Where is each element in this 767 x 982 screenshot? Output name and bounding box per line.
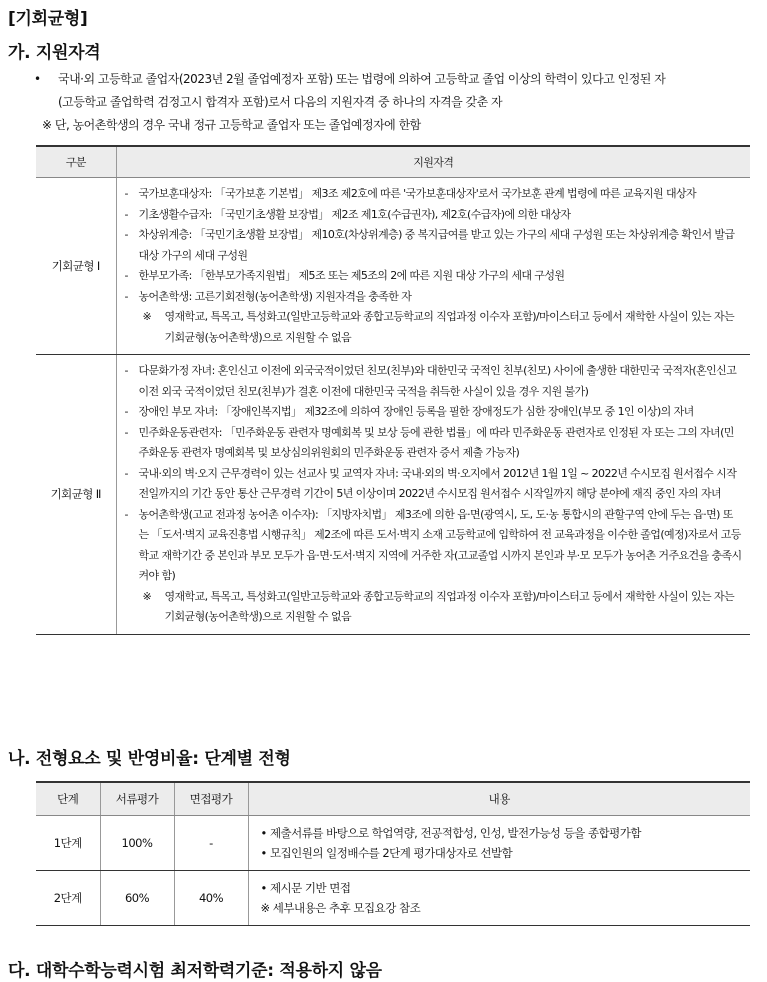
content-line: ※ 세부내용은 추후 모집요강 참조 — [260, 901, 421, 915]
header-interview-eval: 면접평가 — [174, 782, 248, 816]
category-type1: 기회균형 Ⅰ — [36, 178, 116, 355]
list-item: - 기초생활수급자: 「국민기초생활 보장법」 제2조 제1호(수급권자), 제2호(수급자)에 의한 대상자 — [124, 207, 571, 221]
intro-continuation — [28, 91, 758, 114]
interview-eval-cell: - — [174, 816, 248, 871]
document-title: [기회균형] — [8, 9, 88, 29]
eligibility-intro — [28, 68, 758, 137]
header-qualification: 지원자격 — [116, 146, 750, 178]
note-mark-icon: ※ — [142, 589, 152, 603]
intro-line-1: 국내·외 고등학교 졸업자(2023년 2월 졸업예정자 포함) 또는 법령에 의하여 고등학교 졸업 이상의 학력이 있다고 인정된 자 — [58, 72, 666, 86]
type1-note: ※ 영재학교, 특목고, 특성화고(일반고등학교와 종합고등학교의 직업과정 이수자 포함)/마이스터고 등에서 재학한 사실이 있는 자는 기회균형(농어촌학생)으로 지원할 수 없음 — [125, 307, 743, 348]
table-row — [36, 871, 750, 926]
interview-eval-cell: 40% — [174, 871, 248, 926]
category-type2: 기회균형 Ⅱ — [36, 355, 116, 635]
content-cell — [248, 871, 750, 926]
note-mark-icon: ※ — [142, 310, 152, 323]
list-item: - 다문화가정 자녀: 혼인신고 이전에 외국국적이었던 친모(친부)와 대한민국 국적인 친부(친모) 사이에 출생한 대한민국 국적자(혼인신고 이전 외국 국적이었던 친모(친부)가 결혼 이전에 대한민국 국적을 취득한 사실이 있을 경우 지원 불가) — [124, 364, 737, 398]
list-item: - 장애인 부모 자녀: 「장애인복지법」 제32조에 의하여 장애인 등록을 필한 장애정도가 심한 장애인(부모 중 1인 이상)의 자녀 — [124, 405, 694, 418]
steps-table-header — [36, 782, 750, 816]
content-line: • 제시문 기반 면접 — [260, 881, 351, 895]
stage-cell: 2단계 — [36, 871, 100, 926]
header-doc-eval: 서류평가 — [100, 782, 174, 816]
qualification-type2 — [116, 355, 750, 635]
section-c-heading: 다. 대학수학능력시험 최저학력기준: 적용하지 않음 — [8, 961, 382, 981]
section-b-heading: 나. 전형요소 및 반영비율: 단계별 전형 — [8, 749, 291, 769]
list-item: - 농어촌학생(고교 전과정 농어촌 이수자): 「지방자치법」 제3조에 의한 읍·면(광역시, 도, 도·농 통합시의 관할구역 안에 두는 읍·면) 또는 「도서·벽지 교육진흥법 시행규칙」 제2조에 따른 도서·벽지 소재 고등학교에 입학하여 전 교육과정을 이수한 졸업(예정)자로서 고등학교 재학기간 중 본인과 부모 모두가 읍·면·도서·벽지 지역에 거주한 자(고교졸업 시까지 본인과 부·모 모두가 농어촌 거주요건을 충족시켜야 함) — [124, 507, 742, 582]
qualification-type1 — [116, 178, 750, 355]
section-a-heading: 가. 지원자격 — [8, 43, 101, 63]
evaluation-steps-table — [36, 781, 750, 926]
table-row-type2 — [36, 355, 750, 635]
header-content: 내용 — [248, 782, 750, 816]
list-item: - 국가보훈대상자: 「국가보훈 기본법」 제3조 제2호에 따른 '국가보훈대상자'로서 국가보훈 관계 법령에 따른 교육지원 대상자 — [124, 187, 697, 200]
bullet-icon: • — [34, 72, 41, 86]
bullet-icon: • — [260, 881, 267, 895]
eligibility-table — [36, 145, 750, 635]
header-stage: 단계 — [36, 782, 100, 816]
bullet-icon: • — [260, 826, 267, 840]
list-item: - 민주화운동관련자: 「민주화운동 관련자 명예회복 및 보상 등에 관한 법률」에 따라 민주화운동 관련자로 인정된 자 또는 그의 자녀(민주화운동 관련자 명예회복 및 보상심의위원회의 민주화운동 관련자 증서 제출 가능자) — [124, 425, 734, 459]
table-row — [36, 816, 750, 871]
table-row-type1 — [36, 178, 750, 355]
list-item: - 국내·외의 벽·오지 근무경력이 있는 선교사 및 교역자 자녀: 국내·외의 벽·오지에서 2012년 1월 1일 ~ 2022년 수시모집 원서접수 시작 전일까지의 기간 동안 통산 근무경력 기간이 5년 이상이며 2022년 수시모집 원서접수 시작일까지 해당 분야에 재직 중인 자의 자녀 — [124, 466, 737, 500]
doc-eval-cell: 60% — [100, 871, 174, 926]
intro-line-2: (고등학교 졸업학력 검정고시 합격자 포함)로서 다음의 지원자격 중 하나의 자격을 갖춘 자 — [58, 95, 503, 109]
bullet-icon: • — [260, 846, 267, 860]
list-item: - 농어촌학생: 고른기회전형(농어촌학생) 지원자격을 충족한 자 — [124, 289, 412, 303]
stage-cell: 1단계 — [36, 816, 100, 871]
content-cell — [248, 816, 750, 871]
content-line: • 모집인원의 일정배수를 2단계 평가대상자로 선발함 — [260, 846, 513, 860]
content-line: • 제출서류를 바탕으로 학업역량, 전공적합성, 인성, 발전가능성 등을 종합평가함 — [260, 826, 641, 840]
list-item: - 한부모가족: 「한부모가족지원법」 제5조 또는 제5조의 2에 따른 지원 대상 가구의 세대 구성원 — [124, 269, 565, 282]
doc-eval-cell: 100% — [100, 816, 174, 871]
intro-note: ※ 단, 농어촌학생의 경우 국내 정규 고등학교 졸업자 또는 졸업예정자에 한함 — [42, 118, 421, 132]
type2-note: ※ 영재학교, 특목고, 특성화고(일반고등학교와 종합고등학교의 직업과정 이수자 포함)/마이스터고 등에서 재학한 사실이 있는 자는 기회균형(농어촌학생)으로 지원할 수 없음 — [125, 587, 743, 628]
list-item: - 차상위계층: 「국민기초생활 보장법」 제10호(차상위계층) 중 복지급여를 받고 있는 가구의 세대 구성원 또는 차상위계층 확인서 발급 대상 가구의 세대 구성원 — [124, 228, 735, 262]
eligibility-table-header — [36, 146, 750, 178]
intro-bullet-line — [28, 68, 758, 91]
header-category: 구분 — [36, 146, 116, 178]
